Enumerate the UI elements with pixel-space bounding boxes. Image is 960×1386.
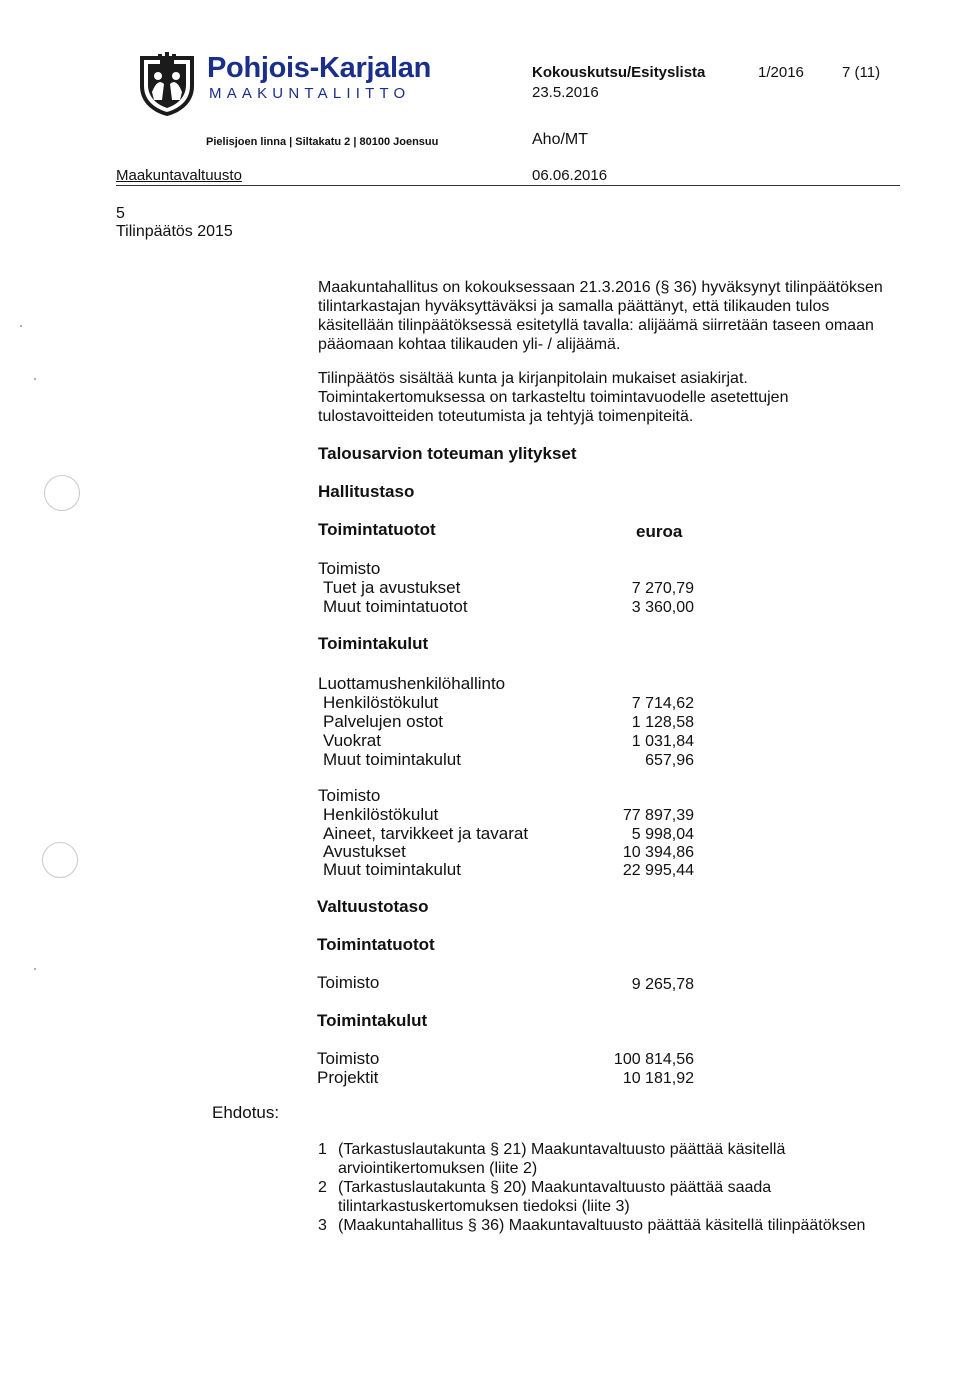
proposal-number: 3 [318,1217,327,1234]
expense-row-value: 22 995,44 [622,862,694,879]
document-type: Kokouskutsu/Esityslista [532,64,706,81]
proposal-item [318,1216,918,1235]
expense-row-value: 1 031,84 [631,733,694,750]
expense-row-value: 657,96 [645,752,694,769]
document-number: 1/2016 [758,64,804,81]
budget-title: Talousarvion toteuman ylitykset [318,444,577,463]
proposal-text: (Tarkastuslautakunta § 21) Maakuntavaltuusto päättää käsitellä arviointikertomuksen (liite 2) [338,1141,786,1177]
organization-subtitle: MAAKUNTALIITTO [209,85,411,102]
expense-group: Toimisto [318,786,381,805]
proposal-item [318,1178,918,1216]
expense-row-label: Palvelujen ostot [323,712,444,731]
author-initials: Aho/MT [532,131,589,148]
expense-row-label: Avustukset [323,842,406,861]
expense-heading: Toimintakulut [317,1011,428,1030]
expense-row-value: 7 714,62 [631,695,694,712]
scan-speck [20,325,22,327]
income-row-value: 7 270,79 [631,580,694,597]
organization-name: Pohjois-Karjalan [207,52,432,84]
proposal-list [318,1140,918,1235]
expense-row-label: Toimisto [317,1049,380,1068]
meeting-date: 06.06.2016 [532,167,608,184]
income-heading: Toimintatuotot [318,520,436,539]
expense-row-value: 5 998,04 [631,826,694,843]
coat-of-arms-icon [134,52,200,118]
organization-address: Pielisjoen linna | Siltakatu 2 | 80100 Joensuu [206,136,439,148]
expense-row-value: 10 181,92 [622,1070,694,1087]
income-row-label: Muut toimintatuotot [323,597,468,616]
expense-row-value: 10 394,86 [622,844,694,861]
proposal-text: (Maakuntahallitus § 36) Maakuntavaltuusto päättää käsitellä tilinpäätöksen [338,1217,866,1234]
expense-heading: Toimintakulut [318,634,429,653]
header-divider [116,185,900,186]
scan-speck [34,968,36,970]
decision-body: Maakuntavaltuusto [116,167,242,184]
expense-row-value: 100 814,56 [613,1051,694,1068]
intro-paragraph: Maakuntahallitus on kokouksessaan 21.3.2016 (§ 36) hyväksynyt tilinpäätöksen tilintarkastajan hyväksyttäväksi ja samalla päättänyt, että tilikauden tulos käsitellään tilinpäätöksessä esitetyllä tavalla: alijäämä siirretään taseen omaan pääomaan kohtaa tilikauden yli- / alijäämä. [318,279,883,353]
proposal-text: (Tarkastuslautakunta § 20) Maakuntavaltuusto päättää saada tilintarkastuskertomuksen tiedoksi (liite 3) [338,1179,772,1215]
section-number: 5 [116,205,125,222]
expense-row-label: Projektit [317,1068,379,1087]
currency-label: euroa [636,522,683,541]
expense-row-label: Henkilöstökulut [323,693,439,712]
income-row-value: 9 265,78 [631,976,694,993]
income-group: Toimisto [318,559,381,578]
expense-row-label: Muut toimintakulut [323,750,461,769]
income-row-label: Toimisto [317,973,380,992]
income-row-label: Tuet ja avustukset [323,578,461,597]
section-title: Tilinpäätös 2015 [116,223,233,240]
expense-row-label: Henkilöstökulut [323,805,439,824]
proposal-item [318,1140,918,1178]
page-number: 7 (11) [842,64,881,81]
level-title: Hallitustaso [318,482,415,501]
proposal-number: 2 [318,1179,327,1196]
expense-row-value: 77 897,39 [622,807,694,824]
expense-row-label: Aineet, tarvikkeet ja tavarat [323,824,529,843]
proposal-label: Ehdotus: [212,1103,280,1122]
punch-hole [42,842,78,878]
level-title: Valtuustotaso [317,897,429,916]
income-row-value: 3 360,00 [631,599,694,616]
income-heading: Toimintatuotot [317,935,435,954]
expense-row-value: 1 128,58 [631,714,694,731]
expense-group: Luottamushenkilöhallinto [318,674,506,693]
content-paragraph: Tilinpäätös sisältää kunta ja kirjanpitolain mukaiset asiakirjat. Toimintakertomuksessa on tarkasteltu toimintavuodelle asetettujen tulostavoitteiden toteutumista ja tehtyjä toimenpiteitä. [318,370,789,425]
proposal-number: 1 [318,1141,327,1158]
expense-row-label: Vuokrat [323,731,381,750]
scan-speck [34,378,36,380]
punch-hole [44,475,80,511]
document-date: 23.5.2016 [532,84,599,101]
expense-row-label: Muut toimintakulut [323,860,461,879]
